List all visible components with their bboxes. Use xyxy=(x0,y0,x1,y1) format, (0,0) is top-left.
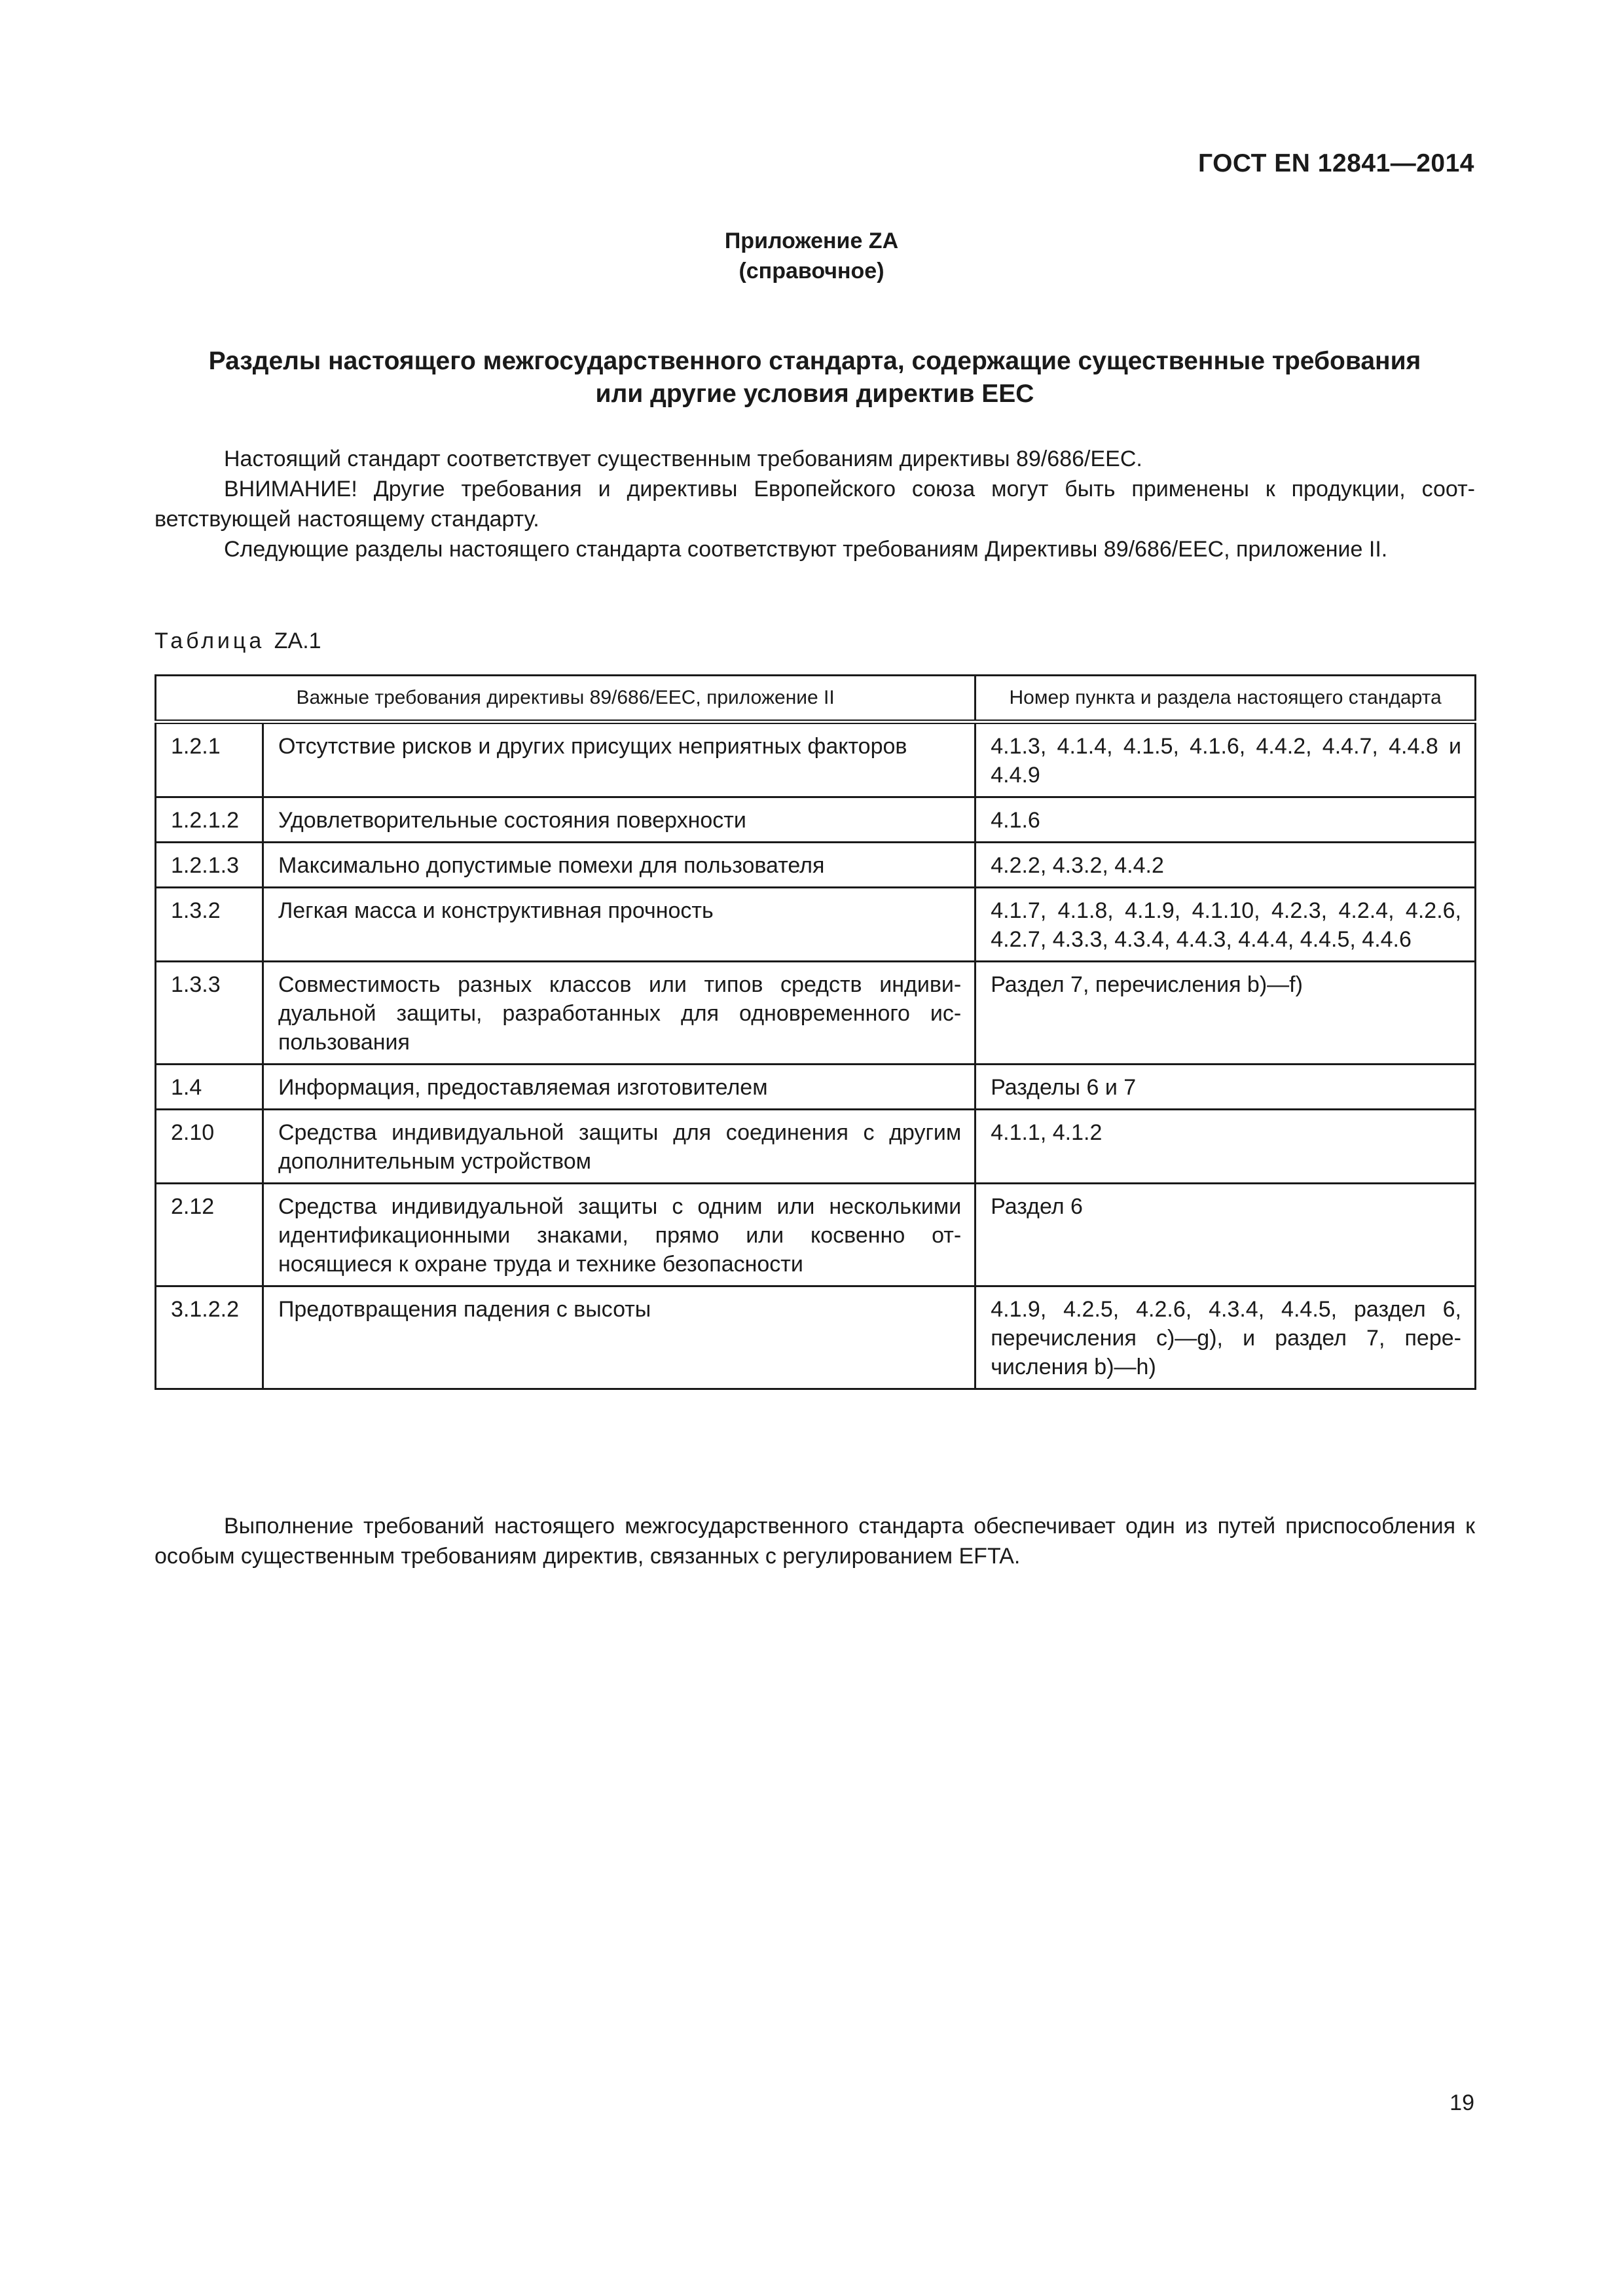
standard-code: ГОСТ EN 12841—2014 xyxy=(1197,149,1474,177)
row-clause-reference: 4.1.1, 4.1.2 xyxy=(976,1110,1476,1184)
page-number: 19 xyxy=(1450,2090,1474,2115)
intro-text xyxy=(155,444,1475,564)
row-requirement: Легкая масса и конструктивная прочность xyxy=(263,888,975,962)
row-number: 1.3.2 xyxy=(156,888,263,962)
table-row xyxy=(156,1110,1476,1184)
annex-title: Приложение ZA xyxy=(724,228,899,253)
header-clauses: Номер пункта и раздела настоящего стандарта xyxy=(976,676,1476,722)
row-number: 1.2.1.3 xyxy=(156,843,263,888)
row-requirement: Средства индивидуальной защиты с одним или несколькими идентификационными знаками, прямо или косвенно относящиеся к охране труда и технике безопасности xyxy=(263,1184,975,1286)
row-number: 1.3.3 xyxy=(156,962,263,1065)
table-row xyxy=(156,1184,1476,1286)
intro-paragraph-3: Следующие разделы настоящего стандарта соответствуют требованиям Директивы 89/686/EEC, приложение II. xyxy=(224,537,1388,562)
row-requirement: Удовлетворительные состояния поверхности xyxy=(263,797,975,843)
table-caption xyxy=(155,629,321,654)
row-clause-reference: Разделы 6 и 7 xyxy=(976,1065,1476,1110)
annex-block xyxy=(0,226,1623,286)
row-number: 1.2.1.2 xyxy=(156,797,263,843)
header-requirements: Важные требования директивы 89/686/EEC, приложение II xyxy=(156,676,976,722)
row-requirement: Совместимость разных классов или типов средств индивидуальной защиты, разработанных для одновременного использования xyxy=(263,962,975,1065)
intro-paragraph-2: ВНИМАНИЕ! Другие требования и директивы Европейского союза могут быть применены к продукции, соответствующей настоящему стандарту. xyxy=(155,477,1475,532)
table-body xyxy=(156,722,1476,1389)
row-requirement: Отсутствие рисков и других присущих неприятных факторов xyxy=(263,722,975,797)
table-caption-label: Таблица xyxy=(155,629,265,653)
row-number: 2.10 xyxy=(156,1110,263,1184)
row-clause-reference: 4.1.6 xyxy=(976,797,1476,843)
heading-line-1: Разделы настоящего межгосударственного стандарта, содержащие существенные требования xyxy=(208,347,1421,375)
row-clause-reference: Раздел 7, перечисления b)—f) xyxy=(976,962,1476,1065)
row-number: 2.12 xyxy=(156,1184,263,1286)
row-number: 1.4 xyxy=(156,1065,263,1110)
outro-paragraph: Выполнение требований настоящего межгосударственного стандарта обеспечивает один из путей приспособления к особым существенным требованиям директив, связанных с регулированием EFTA. xyxy=(155,1514,1475,1569)
intro-paragraph-1: Настоящий стандарт соответствует существенным требованиям директивы 89/686/EEC. xyxy=(224,446,1142,471)
section-heading xyxy=(155,345,1475,410)
row-number: 3.1.2.2 xyxy=(156,1286,263,1389)
row-number: 1.2.1 xyxy=(156,722,263,797)
row-clause-reference: 4.1.9, 4.2.5, 4.2.6, 4.3.4, 4.4.5, раздел 6, перечисления с)—g), и раздел 7, перечисления b)—h) xyxy=(976,1286,1476,1389)
row-requirement: Предотвращения падения с высоты xyxy=(263,1286,975,1389)
row-clause-reference: 4.1.3, 4.1.4, 4.1.5, 4.1.6, 4.4.2, 4.4.7, 4.4.8 и 4.4.9 xyxy=(976,722,1476,797)
table-caption-number: ZA.1 xyxy=(274,629,321,653)
table-row xyxy=(156,722,1476,797)
row-requirement: Информация, предоставляемая изготовителем xyxy=(263,1065,975,1110)
row-clause-reference: Раздел 6 xyxy=(976,1184,1476,1286)
outro-text xyxy=(155,1511,1475,1571)
row-clause-reference: 4.1.7, 4.1.8, 4.1.9, 4.1.10, 4.2.3, 4.2.4, 4.2.6, 4.2.7, 4.3.3, 4.3.4, 4.4.3, 4.4.4, 4.4.5, 4.4.6 xyxy=(976,888,1476,962)
row-requirement: Средства индивидуальной защиты для соединения с другим дополнительным устройством xyxy=(263,1110,975,1184)
row-requirement: Максимально допустимые помехи для пользователя xyxy=(263,843,975,888)
table-row xyxy=(156,797,1476,843)
heading-line-2: или другие условия директив EEC xyxy=(595,380,1034,408)
table-row xyxy=(156,962,1476,1065)
table-header-row xyxy=(156,676,1476,722)
row-clause-reference: 4.2.2, 4.3.2, 4.4.2 xyxy=(976,843,1476,888)
table-row xyxy=(156,1065,1476,1110)
requirements-table xyxy=(155,674,1476,1390)
annex-status: (справочное) xyxy=(739,259,884,283)
table-row xyxy=(156,888,1476,962)
table-row xyxy=(156,1286,1476,1389)
table-row xyxy=(156,843,1476,888)
